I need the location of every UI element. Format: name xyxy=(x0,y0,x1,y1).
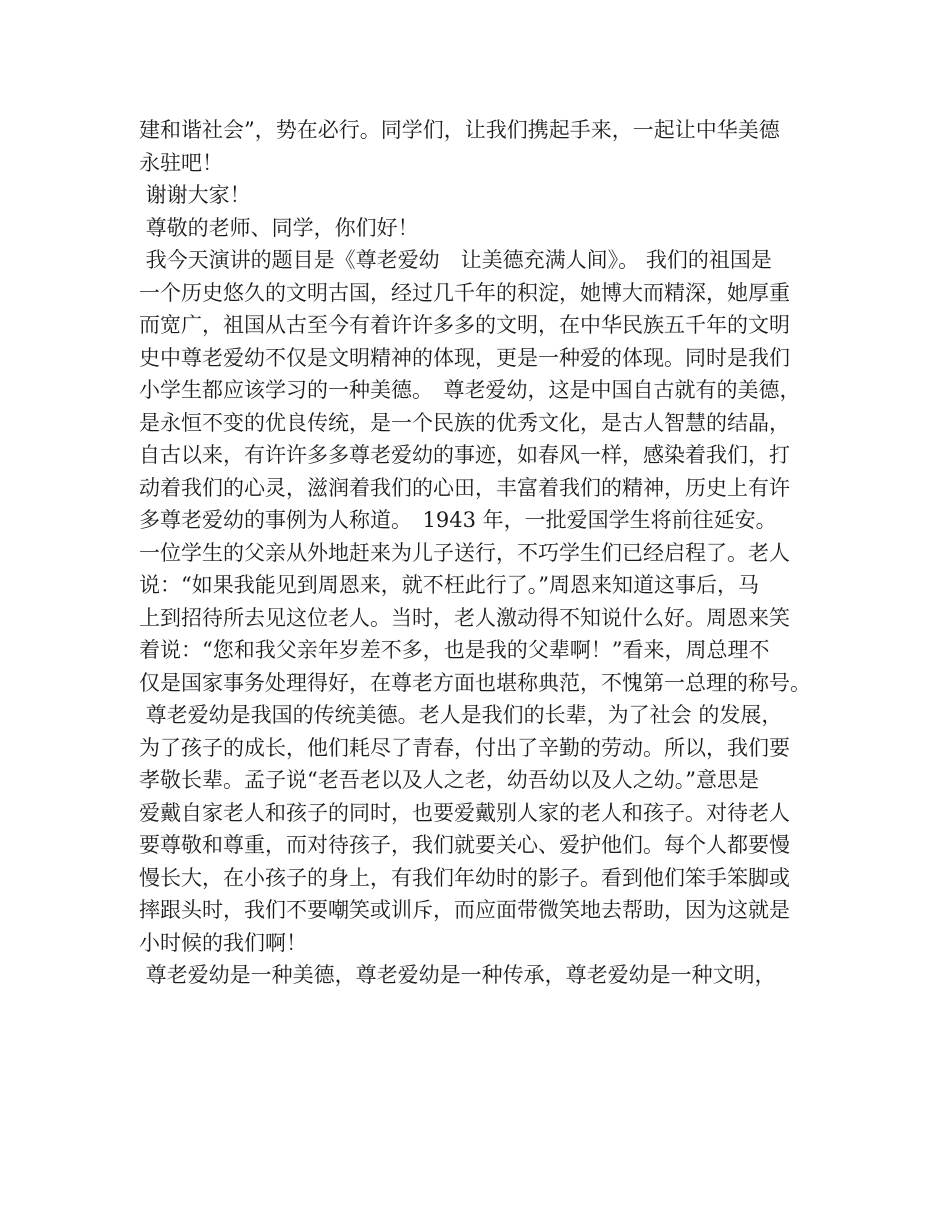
text-line: 尊老爱幼是我国的传统美德。老人是我们的长辈，为了社会 的发展， xyxy=(139,703,783,727)
text-line: 上到招待所去见这位老人。当时，老人激动得不知说什么好。周恩来笑 xyxy=(139,605,790,630)
text-line: 永驻吧！ xyxy=(139,150,223,175)
text-line: 一个历史悠久的文明古国，经过几千年的积淀，她博大而精深，她厚重 xyxy=(139,280,790,305)
text-line: 说：“如果我能见到周恩来，就不枉此行了。”周恩来知道这事后，马 xyxy=(139,573,759,597)
document-body xyxy=(139,114,839,992)
text-line: 着说：“您和我父亲年岁差不多，也是我的父辈啊！”看来，周总理不 xyxy=(139,638,770,662)
text-line: 是永恒不变的优良传统，是一个民族的优秀文化，是古人智慧的结晶， xyxy=(139,410,790,435)
text-line: 谢谢大家！ xyxy=(139,183,251,207)
text-line: 摔跟头时，我们不要嘲笑或训斥，而应面带微笑地去帮助，因为这就是 xyxy=(139,898,790,922)
text-line: 小学生都应该学习的一种美德。 尊老爱幼，这是中国自古就有的美德， xyxy=(139,378,801,402)
text-line: 爱戴自家老人和孩子的同时，也要爱戴别人家的老人和孩子。对待老人 xyxy=(139,800,790,825)
text-line: 慢长大，在小孩子的身上，有我们年幼时的影子。看到他们笨手笨脚或 xyxy=(139,865,790,890)
text-line: 仅是国家事务处理得好，在尊老方面也堪称典范，不愧第一总理的称号。 xyxy=(139,670,811,695)
text-line: 我今天演讲的题目是《尊老爱幼 让美德充满人间》。 我们的祖国是 xyxy=(139,248,772,272)
text-line: 要尊敬和尊重，而对待孩子，我们就要关心、爱护他们。每个人都要慢 xyxy=(139,833,790,857)
text-line: 建和谐社会”，势在必行。同学们，让我们携起手来，一起让中华美德 xyxy=(139,118,780,142)
text-line: 小时候的我们啊！ xyxy=(139,930,307,955)
text-line: 尊敬的老师、同学，你们好！ xyxy=(139,215,419,240)
text-line: 动着我们的心灵，滋润着我们的心田，丰富着我们的精神，历史上有许 xyxy=(139,475,790,500)
text-line: 为了孩子的成长，他们耗尽了青春，付出了辛勤的劳动。所以，我们要 xyxy=(139,735,790,760)
text-line: 多尊老爱幼的事例为人称道。 1943 年，一批爱国学生将前往延安。 xyxy=(139,508,777,532)
text-line: 自古以来，有许许多多尊老爱幼的事迹，如春风一样，感染着我们，打 xyxy=(139,443,790,467)
text-line: 一位学生的父亲从外地赶来为儿子送行，不巧学生们已经启程了。老人 xyxy=(139,540,790,565)
text-line: 而宽广，祖国从古至今有着许许多多的文明，在中华民族五千年的文明 xyxy=(139,313,790,337)
text-line: 孝敬长辈。孟子说“老吾老以及人之老，幼吾幼以及人之幼。”意思是 xyxy=(139,768,759,792)
text-line: 史中尊老爱幼不仅是文明精神的体现，更是一种爱的体现。同时是我们 xyxy=(139,345,790,370)
text-line: 尊老爱幼是一种美德，尊老爱幼是一种传承，尊老爱幼是一种文明， xyxy=(139,963,776,987)
